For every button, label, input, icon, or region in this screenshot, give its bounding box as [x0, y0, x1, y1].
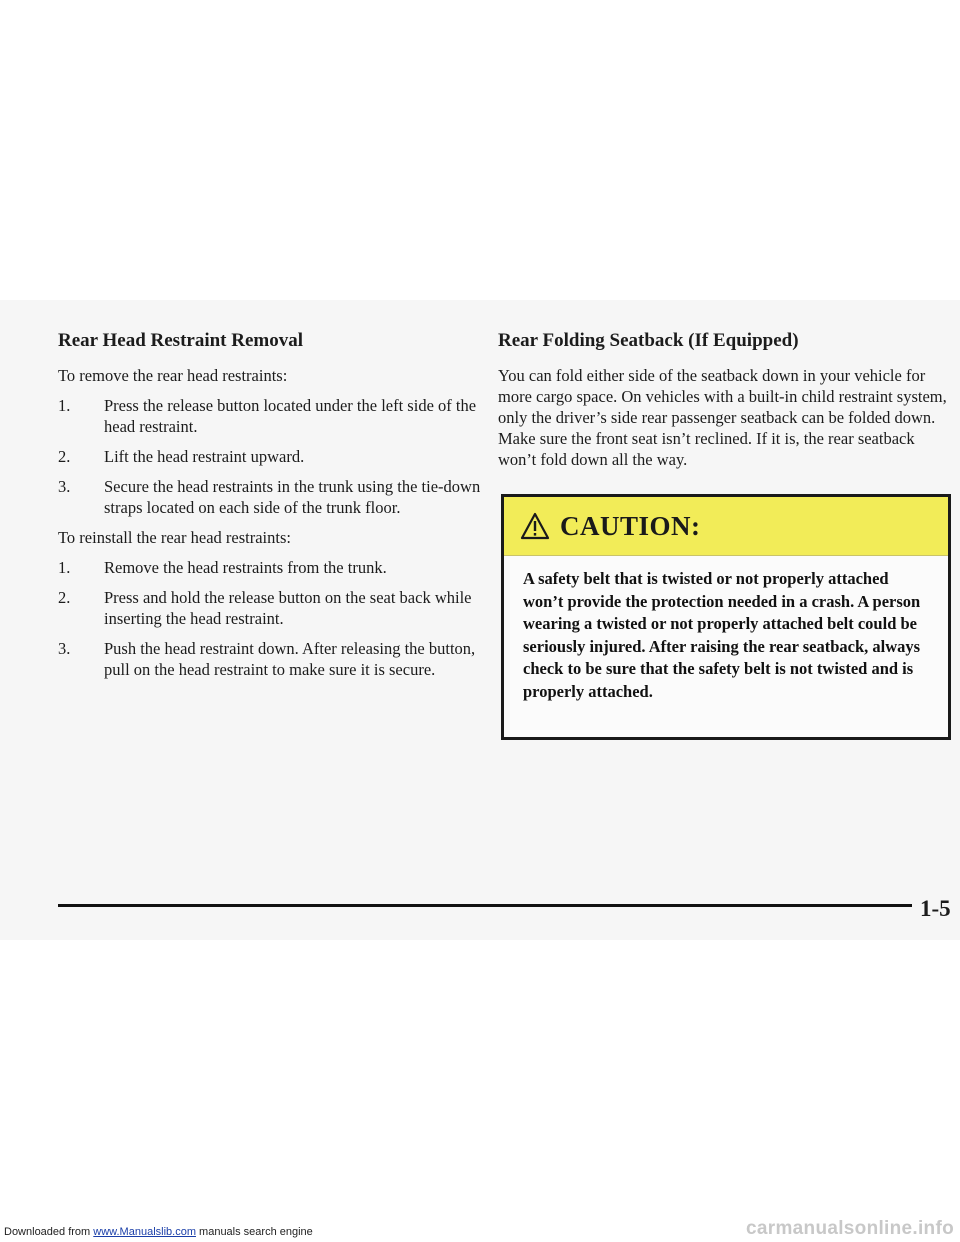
list-item: 3. Secure the head restraints in the trunk using the tie-down straps located on each side of the trunk floor. [58, 477, 481, 517]
right-column [498, 330, 953, 470]
list-item: 2. Press and hold the release button on the seat back while inserting the head restraint. [58, 588, 472, 628]
warning-triangle-icon [520, 512, 550, 540]
list-item: 2. Lift the head restraint upward. [58, 447, 305, 466]
caution-header [504, 497, 948, 556]
caution-title: CAUTION: [560, 510, 701, 541]
section-heading-head-restraint: Rear Head Restraint Removal [58, 330, 304, 351]
reinstall-intro: To reinstall the rear head restraints: [58, 528, 291, 547]
footer-rule [58, 904, 946, 907]
list-item: 1. Press the release button located under the left side of the head restraint. [58, 396, 477, 436]
page-number: 1-5 [912, 896, 951, 922]
left-column [58, 330, 488, 689]
watermark: carmanualsonline.info [746, 1218, 954, 1239]
caution-box [501, 494, 951, 740]
remove-steps-list [58, 395, 488, 518]
section-heading-folding-seatback: Rear Folding Seatback (If Equipped) [498, 330, 799, 351]
manualslib-link[interactable]: www.Manualslib.com [93, 1226, 196, 1238]
caution-text: A safety belt that is twisted or not properly attached won’t provide the protection needed in a crash. A person wearing a twisted or not properly attached belt could be seriously injured. After raising the rear seatback, always check to be sure that the safety belt is not twisted and is properly attached. [523, 569, 921, 701]
folding-seatback-body: You can fold either side of the seatback down in your vehicle for more cargo space. On vehicles with a built-in child restraint system, only the driver’s side rear passenger seatback can be folded down. Make sure the front seat isn’t reclined. If it is, the rear seatback won’t fold down all the way. [498, 366, 947, 469]
download-footer: Downloaded from www.Manualslib.com manuals search engine [4, 1226, 313, 1238]
list-item: 3. Push the head restraint down. After releasing the button, pull on the head restraint to make sure it is secure. [58, 639, 476, 679]
remove-intro: To remove the rear head restraints: [58, 366, 288, 385]
reinstall-steps-list [58, 557, 488, 680]
list-item: 1. Remove the head restraints from the trunk. [58, 558, 387, 577]
